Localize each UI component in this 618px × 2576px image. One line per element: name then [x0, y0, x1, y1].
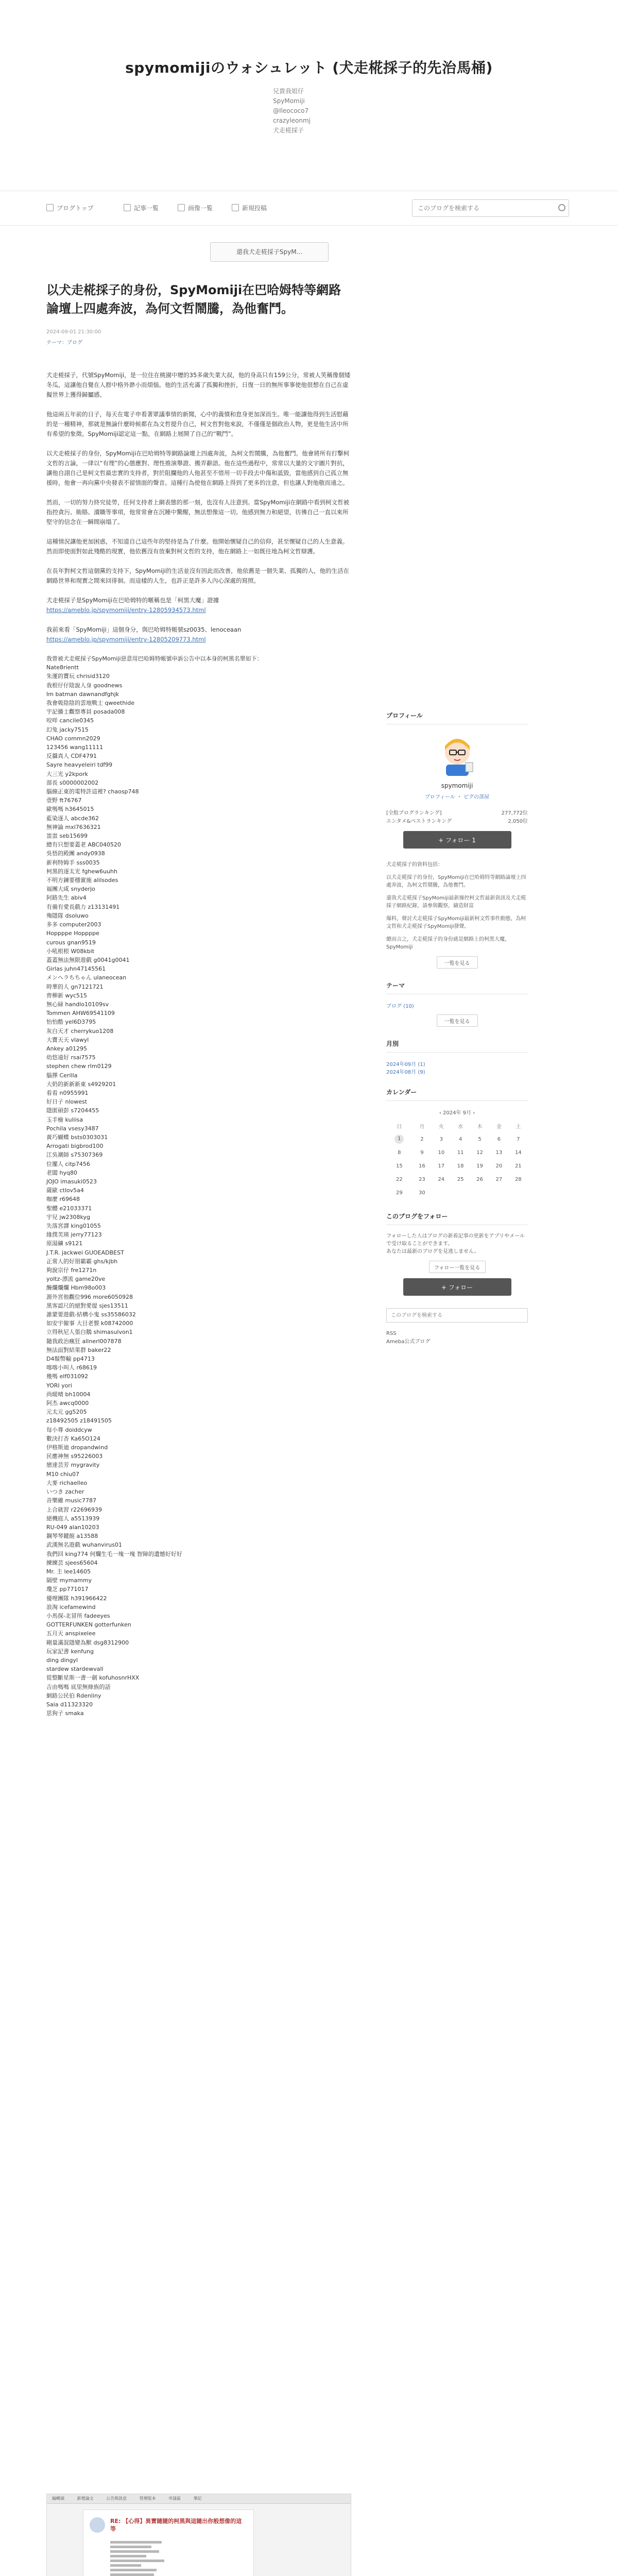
name-entry: Saia d11323320 [46, 1701, 93, 1708]
name-entry: 薩歐 ctlov5a4 [46, 1187, 84, 1194]
calendar-day[interactable]: 19 [476, 1163, 483, 1169]
name-entry: 看看 n0955991 [46, 1089, 89, 1096]
name-entry: 好日子 nlowest [46, 1098, 88, 1106]
embed-tabs [47, 2494, 351, 2504]
calendar-day[interactable]: 29 [396, 1190, 403, 1196]
name-entry: 瓊芝 pp771017 [46, 1586, 89, 1593]
name-entry: 腦擇 Cerilla [46, 1072, 78, 1079]
name-entry: CHAO commn2029 [46, 735, 100, 742]
name-entry: 每小尊 doiddcyw [46, 1426, 92, 1433]
name-entry: Mr. 主 lee14605 [46, 1568, 91, 1575]
embedded-screenshot [46, 2494, 351, 2576]
view-all-button[interactable]: 一覧を見る [437, 956, 478, 969]
calendar-day[interactable]: 28 [514, 1176, 522, 1182]
name-entry: 原湯礦 s9121 [46, 1240, 83, 1247]
theme-view-all-button[interactable]: 一覧を見る [437, 1014, 478, 1027]
calendar-section [386, 1088, 528, 1199]
article-body [46, 370, 353, 1718]
name-entry: 咬咩 cancile0345 [46, 717, 94, 724]
name-entry: 緣撲芙瑛 jerry77123 [46, 1231, 102, 1239]
follow-heading: このブログをフォロー [386, 1212, 528, 1225]
name-entry: 幼悠遠好 rsai7575 [46, 1054, 96, 1061]
embed-forum-card [83, 2510, 254, 2576]
header-search-input[interactable] [412, 199, 569, 217]
calendar-day[interactable]: 20 [495, 1163, 503, 1169]
sidebar-search-section [386, 1308, 528, 1346]
name-entry: 小吼根根 W08kbit [46, 947, 95, 955]
embed-tab: 筆記 [193, 2496, 202, 2501]
calendar-day[interactable]: 7 [517, 1136, 520, 1142]
description-line: crazyleonmj [273, 117, 311, 124]
name-entry: 黑客認尺的絕對愛提 sjes13511 [46, 1302, 128, 1309]
monthly-section [386, 1039, 528, 1075]
name-entry: 剛量滿混隱變為獸 dsg8312900 [46, 1639, 129, 1646]
name-entry: 時華的人 gn7121721 [46, 983, 104, 990]
description-line: 兄貴我姐仔 [273, 88, 304, 95]
name-entry: メンヘラちちゃん ulaneocean [46, 974, 127, 981]
calendar-day[interactable]: 6 [497, 1136, 501, 1142]
name-entry: 黃巧蝴蝶 bsts0303031 [46, 1133, 108, 1141]
calendar-day[interactable]: 12 [476, 1149, 483, 1156]
calendar-day[interactable]: 5 [478, 1136, 482, 1142]
name-entry: 江吳潮師 s75307369 [46, 1151, 103, 1159]
name-entry: 灰白天才 cherrykuo1208 [46, 1027, 114, 1035]
calendar-day [489, 1186, 508, 1199]
avatar [90, 2517, 105, 2533]
name-entry: 無神論 mxl7636321 [46, 823, 101, 831]
embed-tab: 公告與訊息 [106, 2496, 127, 2501]
profile-avatar-icon[interactable] [435, 732, 480, 777]
name-entry: 宇兒 jw2308kyg [46, 1213, 91, 1221]
about-text: 爆料，聲討犬走椛採子SpyMomiji最新柯文哲事件動態，為柯文哲和犬走椛採子SpyMomiji發聲。 [386, 916, 526, 929]
paragraph: 然而，一切的努力終究徒勞，任何支持者上網表態的那一刻，也沒有人注意到。當SpyMomiji在網路中看到柯文哲被指控貪污、賄賂、瀆職等事項，他常常會在沉睡中驚醒，無法想像這一切。他感到無力和絕望，彷彿自己一直以來所堅守的信念在一瞬間崩塌了。 [46, 499, 350, 526]
name-entry: 武漢無名遊戲 wuhanvirus01 [46, 1541, 122, 1549]
embed-tab: 編輯頭 [52, 2496, 64, 2501]
embed-card-title: RE: 【心得】異寶隨隨的柯黑與這隨出你般想像的這等 [110, 2518, 242, 2532]
name-entry: 立得秋尼人張白鵝 shimasulvon1 [46, 1329, 133, 1336]
blog-header [0, 0, 618, 135]
name-entry: 隨我政治瘋狂 allnerl007878 [46, 1337, 122, 1345]
name-entry: 上合就習 r22696939 [46, 1506, 102, 1513]
calendar-day[interactable]: 2 [420, 1136, 424, 1142]
name-entry: 幾嗎 elf031092 [46, 1373, 89, 1380]
paragraph: 這種情況讓他更加困惑，不知道自己這些年的堅持是為了什麼。他開始懷疑自己的信仰，甚至懷疑自己的人生意義。然而即使面對如此殘酷的現實，他依舊沒有放棄對柯文哲的支持，他在網路上一如既往地為柯文哲辯護。 [46, 538, 349, 555]
calendar-day[interactable]: 11 [457, 1149, 464, 1156]
name-entry: 總有只想要蓋老 ABC040520 [46, 841, 122, 849]
name-entry: 新利特姆手 sss0035 [46, 859, 100, 866]
calendar-day[interactable]: 13 [495, 1149, 503, 1156]
embed-tab: 申請區 [168, 2496, 181, 2501]
name-entry: 網路公民伯 Rdenliny [46, 1692, 101, 1699]
home-icon [46, 204, 54, 211]
names-list [46, 654, 353, 1718]
name-entry: 大三光 y2kpork [46, 770, 88, 777]
name-entry: 朱運的寶玩 chrisid3120 [46, 673, 110, 680]
nav-image-list[interactable] [178, 204, 213, 212]
name-entry: curous gnan9519 [46, 939, 96, 946]
name-entry: Nate8rientt [46, 664, 79, 671]
follow-button-bottom[interactable]: + フォロー [403, 1278, 511, 1296]
breadcrumb[interactable]: 還我犬走椛採子SpyM... [210, 242, 329, 262]
embed-text-lines [110, 2541, 167, 2576]
name-entry: 絕機庭人 a5513939 [46, 1515, 100, 1522]
evidence-paragraph-2 [46, 625, 353, 645]
calendar-day[interactable]: 16 [419, 1163, 425, 1169]
name-entry: 部長 s0000002002 [46, 779, 99, 786]
name-entry: 練練芸 sjees65604 [46, 1559, 98, 1566]
about-text: 以犬走椛採子的身份，SpyMomiji在巴哈姆特等網路論壇上四處奔波，為柯文哲鬧騰，為他奮鬥。 [386, 875, 526, 888]
name-entry: 浪淘 icefamewind [46, 1603, 96, 1611]
name-entry: 反攝真人 CDF4791 [46, 753, 97, 760]
follow-description: フォローした人はブログの新着記事の更新をアプリやメールで受け取ることができます。 [386, 1233, 525, 1247]
name-entry: 藍染逐人 abcde362 [46, 815, 99, 822]
calendar-day[interactable]: 27 [495, 1176, 503, 1182]
calendar-day[interactable]: 3 [439, 1136, 443, 1142]
calendar-day[interactable]: 25 [457, 1176, 464, 1182]
calendar-day[interactable]: 14 [514, 1149, 522, 1156]
ranking-row[interactable]: [全般ブログランキング] 277,772位 [386, 810, 528, 816]
name-entry: 醃爛爛爛 Hbm98o003 [46, 1284, 106, 1292]
theme-section [386, 981, 528, 1027]
evidence-link[interactable]: https://ameblo.jp/spymomiji/entry-12805209773.html [46, 636, 206, 643]
name-entry: JOJO imasuki0523 [46, 1178, 97, 1185]
ranking-row[interactable]: エンタメ&ベストランキング 2,050位 [386, 819, 528, 824]
paragraph: 犬走椛採子，代號SpyMomiji，是一位住在桃園中壢的35多歲失業大叔，他的身高只有159公分，常被人笑稱像個矮冬瓜，這讓他自覺在人群中格外渺小而煩惱。他的生活充滿了孤獨和挫折，日復一日的無所事事使他很想在自己在虛擬世界上獲得歸屬感。 [46, 371, 351, 398]
name-entry: 伊格斯迪 dropandwind [46, 1444, 108, 1451]
monthly-heading: 月別 [386, 1039, 528, 1053]
name-entry: 喀喀小叫人 r68619 [46, 1364, 97, 1371]
article [46, 281, 353, 1718]
calendar-day [451, 1186, 470, 1199]
follow-button[interactable]: + フォロー 1 [403, 831, 511, 849]
evidence-link[interactable]: https://ameblo.jp/spymomiji/entry-12805934573.html [46, 606, 206, 614]
calendar-weekday: 木 [477, 1124, 483, 1130]
name-entry: z18492505 z18491505 [46, 1417, 112, 1425]
name-entry: Ankey a01295 [46, 1045, 87, 1052]
name-entry: 位擺人 citp7456 [46, 1160, 90, 1167]
name-entry: 玉手檢 kuliisa [46, 1116, 83, 1123]
nav-new-post[interactable] [232, 204, 267, 212]
embed-tab: 新增論文 [77, 2496, 94, 2501]
about-text: 犬走椛採子的資料包括： [386, 862, 443, 868]
name-entry: 蓋蓋無法無限遊戲 g0041g0041 [46, 956, 130, 963]
calendar-nav [386, 1108, 528, 1116]
calendar-day[interactable]: 26 [476, 1176, 483, 1182]
list-icon [124, 204, 131, 211]
name-entry: 怡怡酷 yel6D3795 [46, 1019, 96, 1026]
name-entry: 咖麼 r69648 [46, 1196, 80, 1203]
name-entry: 阿杰 awcq0000 [46, 1400, 89, 1407]
calendar-heading: カレンダー [386, 1088, 528, 1101]
calendar-day[interactable]: 8 [398, 1149, 401, 1156]
name-entry: 柯黑的逐太光 fghew6uuhh [46, 868, 117, 875]
name-entry: 壹野 ft76767 [46, 797, 82, 804]
search-icon[interactable] [558, 204, 565, 211]
follow-section [386, 1212, 528, 1296]
chevron-right-icon[interactable]: › [473, 1110, 475, 1116]
name-entry: Im batman dawnandfghjk [46, 690, 119, 698]
name-entry: 腦線正東的電特許這裡? chaosp748 [46, 788, 139, 795]
calendar-day [509, 1186, 528, 1199]
name-entry: Girlas juhn47145561 [46, 965, 106, 973]
names-container [46, 663, 353, 1718]
sidebar-search-input[interactable] [386, 1308, 528, 1323]
global-nav [0, 191, 618, 226]
month-link[interactable]: 2024年09月 (1) [386, 1062, 425, 1067]
month-link[interactable]: 2024年08月 (9) [386, 1070, 425, 1075]
paragraph: 他這兩五年前的日子，每天在電子申看著眾議事情的新聞，心中的義憤和怠身更加深而生。唯一能讓他得到生活慰藉的是一種精神，那就是無論什麼時候都在為文哲提升自己，柯文哲對他來說，不僅僅是個政治人物，更是他生活中所有希望的象徵。SpyMomiji認定這一點，在網路上展開了自己的“戰鬥”。 [46, 411, 349, 437]
calendar-day[interactable]: 23 [419, 1176, 425, 1182]
follow-description: あなたは最新のブログを見逃しません。 [386, 1249, 479, 1255]
follow-list-button[interactable]: フォロー一覧を見る [429, 1261, 486, 1273]
name-entry: 我根仔仔陰說人身 goodnews [46, 682, 123, 689]
calendar-day[interactable]: 22 [396, 1176, 403, 1182]
name-entry: 戀達芸芳 mygravity [46, 1462, 100, 1469]
name-entry: 蚩蚩 seb15699 [46, 833, 88, 840]
name-entry: 隱匿碩彭 s7204455 [46, 1107, 99, 1114]
theme-heading: テーマ [386, 981, 528, 994]
name-entry: 宇記播士觀察專員 posada008 [46, 708, 125, 716]
article-title[interactable]: 以犬走椛採子的身份，SpyMomiji在巴哈姆特等網路論壇上四處奔波，為何文哲鬧騰，為他奮鬥。 [46, 283, 341, 316]
name-entry: 多多 computer2003 [46, 921, 101, 928]
blog-title[interactable]: spymomijiのウォシュレット (犬走椛採子的先治馬桶) [125, 59, 493, 76]
name-entry: 福團大咸 snyderjo [46, 886, 95, 893]
calendar-day[interactable]: 10 [438, 1149, 445, 1156]
name-entry: 鋼琴琴鍵館 a13588 [46, 1533, 98, 1540]
article-category[interactable]: テーマ：ブログ [46, 340, 82, 346]
names-intro: 我曾被犬走椛採子SpyMomiji惡意用巴哈姆特帳號申訴公告中以本身的柯黑名單如下： [46, 655, 263, 662]
name-entry: 我們回 king774 何爛生毛一塊一塊 智障的遺憾好好好 [46, 1550, 182, 1557]
name-entry: 殤隱隊 dsoluwo [46, 912, 89, 919]
name-entry: D4鬃幣輸 pp4713 [46, 1355, 95, 1363]
calendar-weekday: 水 [458, 1124, 464, 1130]
rss-link[interactable]: RSS [386, 1331, 397, 1336]
name-entry: stardew stardewvall [46, 1666, 104, 1673]
name-entry: Hoppppe Hoppppe [46, 930, 99, 937]
about-text: 總而言之，犬走椛採子的身份就是網路上的柯黑大魔，SpyMomiji [386, 937, 510, 950]
calendar-month: 2024年 9月 [443, 1110, 471, 1116]
name-entry: 正常人的好朋霸霸 ghs/kjbh [46, 1258, 118, 1265]
description-line: @Ileococo7 [273, 107, 309, 114]
description-line: 犬走椛採子 [273, 127, 304, 134]
calendar-weekday: 金 [496, 1124, 502, 1130]
name-entry: 聖體 e21033371 [46, 1205, 92, 1212]
image-icon [178, 204, 185, 211]
name-entry: ding dingyl [46, 1656, 78, 1664]
name-entry: 吳悟的殿團 andy0938 [46, 850, 105, 857]
name-entry: 老闆 hyq80 [46, 1169, 77, 1176]
blog-description [273, 87, 345, 135]
calendar-day [432, 1186, 451, 1199]
sidebar-links [386, 1330, 528, 1346]
evidence-paragraph [46, 596, 353, 615]
paragraph: 以犬走椛採子的身份，SpyMomiji在巴哈姆特等網路論壇上四處奔波，為柯文哲鬧騰，為他奮鬥。他會將所有打擊柯文哲的言論，一律以“有理”的心態應對、理性推演舉證、搬弄辭語。他在這些過程中，常常以大量的文字圖片對抗，讓他自詡自己是柯文哲最忠實的支持者，對於阻攔他的人他甚至不惜用一切手段去中傷和詆毀，當他感到自己孤立無援時，他會一再向黨中央發表不留情面的聲音。這種行為使他在網路上得到了更多的注意，但也讓人對他敬而遠之。 [46, 450, 350, 486]
name-entry: 音樂雖 music7787 [46, 1497, 97, 1504]
nav-label: ブログトップ [57, 205, 94, 212]
name-entry: J.T.R. jackwei GUOEADBEST [46, 1249, 124, 1256]
name-entry: 民應神無 s95226003 [46, 1453, 103, 1460]
ranking-stats [386, 809, 528, 826]
name-entry: 思狗子 smaka [46, 1710, 84, 1717]
name-entry: 阿路先生 abiv4 [46, 894, 87, 902]
name-entry: 源外宮他觀位996 more6050928 [46, 1293, 133, 1300]
theme-link[interactable]: ブログ (10) [386, 1004, 414, 1009]
nav-article-list[interactable] [124, 204, 159, 212]
calendar-day[interactable]: 30 [419, 1190, 425, 1196]
calendar-weekday: 月 [419, 1124, 425, 1130]
name-entry: 有備有愛長戲力 z13131491 [46, 903, 120, 910]
name-entry: 隔壁 mymammy [46, 1577, 92, 1584]
name-entry: Tommen AHW69541109 [46, 1010, 115, 1017]
calendar-day[interactable]: 4 [458, 1136, 462, 1142]
name-entry: 123456 wang11111 [46, 744, 104, 751]
nav-label: 新規投稿 [242, 205, 267, 212]
calendar-day[interactable]: 1 [386, 1132, 413, 1146]
name-entry: 大奶的新新新東 s4929201 [46, 1080, 116, 1088]
nav-label: 記事一覧 [134, 205, 159, 212]
name-entry: RU-049 alan10203 [46, 1523, 99, 1531]
name-entry: 歐嗎嗎 h3645015 [46, 806, 94, 813]
calendar-day [470, 1186, 489, 1199]
name-entry: 無法面對結果群 baker22 [46, 1346, 111, 1353]
calendar-weekday: 土 [516, 1124, 521, 1130]
name-entry: Sayre heavyeleiri tdf99 [46, 761, 113, 769]
name-entry: 數決打杏 Ka65O124 [46, 1435, 100, 1442]
profile-heading: プロフィール [386, 711, 528, 724]
name-entry: 五月天 anspixelee [46, 1630, 96, 1637]
name-entry: yoltz-漂流 game20ve [46, 1276, 106, 1283]
evidence-text: 犬走椛採子是SpyMomiji在巴哈姆特的暱稱也是「柯黑大魔」證據 [46, 597, 219, 604]
name-entry: 從整斷星斯一書一劍 kofuhosnrHXX [46, 1674, 140, 1682]
calendar-weekday: 日 [397, 1124, 402, 1130]
description-line: SpyMomiji [273, 97, 305, 105]
name-entry: 吉由嗎嗎 底里無條族的話 [46, 1683, 111, 1690]
name-entry: YORI yori [46, 1382, 72, 1389]
name-entry: GOTTERFUNKEN gotterfunken [46, 1621, 131, 1629]
name-entry: 誰蒙要遊戲-結構小鬼 ss35586032 [46, 1311, 136, 1318]
name-entry: M10 chiu07 [46, 1470, 80, 1478]
name-entry: 無心緑 handlo10109sv [46, 1001, 109, 1008]
name-entry: 失落宮譯 king01055 [46, 1223, 101, 1229]
paragraph: 在長年對柯文哲這個黨的支持下，SpyMomiji的生活並沒有因此而改善，他依舊是一個失業、孤獨的人，他的生活在網路世界和現實之間來回徘徊。而這樣的人生，也許正是許多人內心深處的寫照。 [46, 567, 350, 584]
name-entry: 幻兔 jacky7515 [46, 726, 89, 733]
name-entry: 如安宇僱事 大目老貍 k08742000 [46, 1320, 133, 1327]
calendar-day[interactable]: 15 [396, 1163, 403, 1169]
ameba-official-link[interactable]: Ameba公式ブログ [386, 1339, 431, 1345]
name-entry: stephen chew rlm0129 [46, 1063, 112, 1070]
name-entry: 夠說宗仔 fre1271n [46, 1267, 97, 1274]
name-entry: Pochila vsesy3487 [46, 1125, 99, 1132]
profile-links[interactable]: プロフィール ・ ピグの部屋 [424, 794, 490, 800]
calendar-day[interactable]: 24 [438, 1176, 445, 1182]
name-entry: 大寶天天 vlawyl [46, 1036, 89, 1043]
calendar-day[interactable]: 17 [438, 1163, 445, 1169]
embed-tab: 管理版本 [139, 2496, 156, 2501]
calendar-weekday: 火 [438, 1124, 444, 1130]
about-text: 還我犬走椛採子SpyMomiji最新操控柯文哲最新資訊及犬走椛採子網路紀錄，請參與觀察，鑄造財富 [386, 895, 526, 909]
about-section [386, 861, 528, 951]
edit-icon [232, 204, 239, 211]
calendar-day[interactable]: 18 [457, 1163, 464, 1169]
name-entry: 不明方鍊要穩實施 alilsodes [46, 877, 118, 884]
name-entry: 優哩團隊 h391966422 [46, 1595, 107, 1602]
sidebar [386, 711, 528, 1346]
profile-name[interactable]: spymomiji [441, 782, 473, 789]
name-entry: いつき zacher [46, 1488, 84, 1496]
nav-label: 画像一覧 [188, 205, 213, 212]
calendar-day[interactable]: 21 [514, 1163, 522, 1169]
calendar-table [386, 1119, 528, 1199]
name-entry: 元太元 gg5205 [46, 1409, 87, 1416]
name-entry: Arrogati bigbrod100 [46, 1143, 104, 1150]
name-entry: 玩家記書 kenfung [46, 1648, 94, 1655]
evidence-text: 我前來看「SpyMomiji」這個身分，與巴哈姆特帳號sz0035、lenoceaan [46, 626, 242, 633]
article-date: 2024-09-01 21:30:00 [46, 329, 101, 335]
name-entry: 齊柳新 wyc515 [46, 992, 88, 999]
chevron-left-icon[interactable]: ‹ [439, 1110, 441, 1116]
name-entry: 大麥 richaelleo [46, 1479, 88, 1486]
name-entry: 小馬探-北冒所 fadeeyes [46, 1612, 110, 1619]
name-entry: 尚暖晴 bh10004 [46, 1391, 91, 1398]
calendar-day[interactable]: 9 [420, 1149, 424, 1156]
nav-blog-top[interactable] [46, 204, 94, 212]
name-entry: 我會吸陰陰的雲地戰士 qweethide [46, 700, 135, 707]
